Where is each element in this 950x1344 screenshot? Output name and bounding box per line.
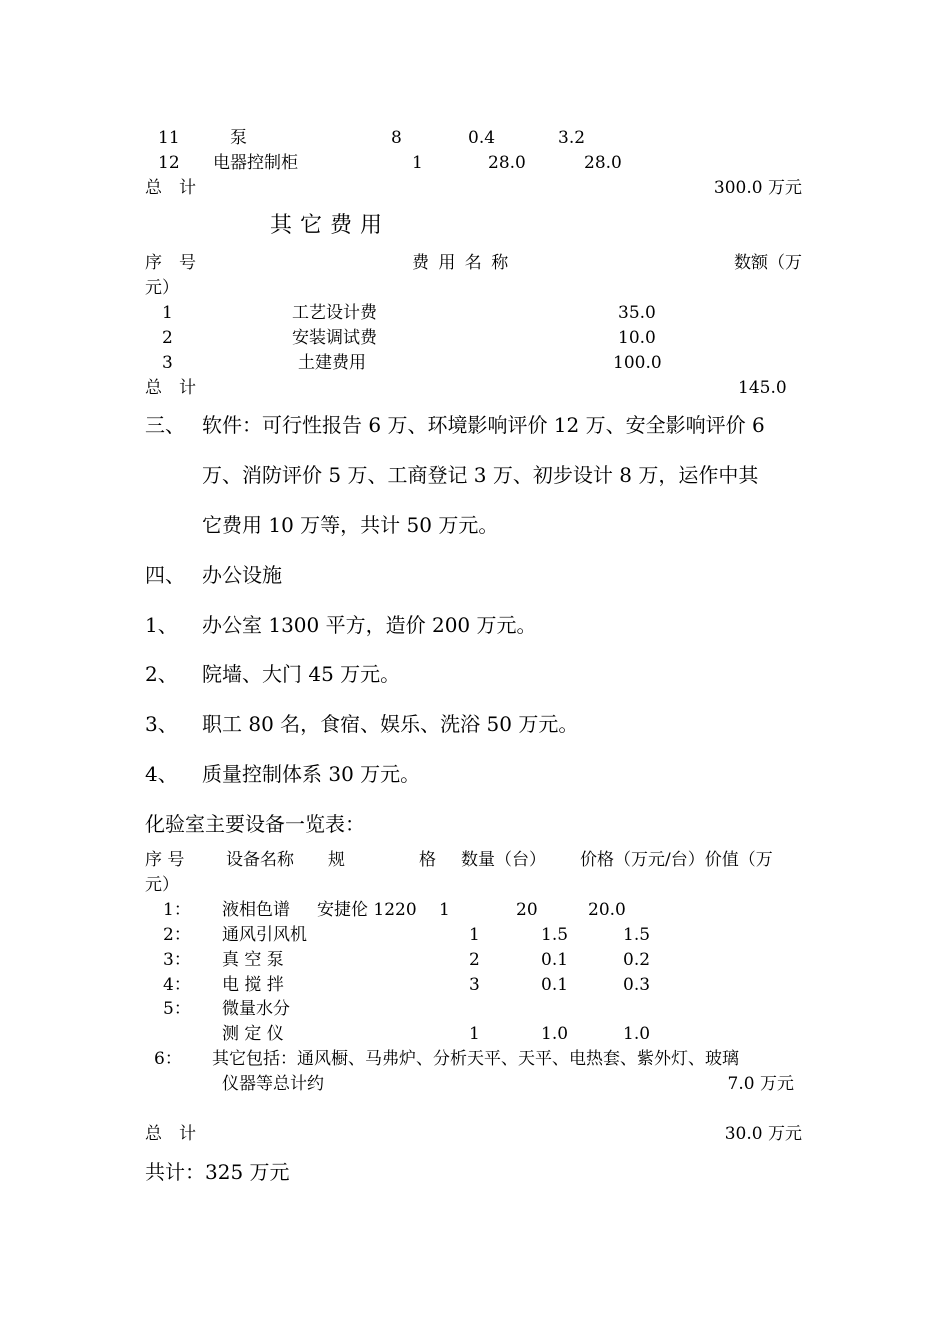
item-index: 1、 — [145, 613, 178, 637]
item-text: 办公室 1300 平方，造价 200 万元。 — [202, 613, 537, 637]
total-label: 总 计 — [145, 1124, 196, 1144]
row-value: 3.2 — [558, 128, 586, 148]
item-index: 2、 — [145, 662, 178, 686]
paragraph-line: 它费用 10 万等，共计 50 万元。 — [202, 513, 499, 537]
total-value: 145.0 — [738, 378, 787, 398]
row-qty: 1 — [412, 153, 423, 173]
row-name: 通风引风机 — [222, 925, 307, 945]
row-value: 20.0 — [588, 900, 626, 920]
row-spec: 安捷伦 1220 — [317, 900, 417, 920]
row-no: 6： — [154, 1049, 182, 1069]
header-spec-tail: 格 — [419, 850, 436, 870]
row-no: 1： — [163, 900, 191, 920]
row-value: 7.0 万元 — [727, 1074, 794, 1094]
row-text: 其它包括：通风橱、马弗炉、分析天平、天平、电热套、紫外灯、玻璃 — [212, 1049, 739, 1069]
section-index: 三、 — [145, 413, 185, 437]
row-no: 2： — [163, 925, 191, 945]
row-value: 1.0 — [623, 1024, 651, 1044]
header-wrap: 元） — [145, 875, 179, 895]
row-price: 0.4 — [468, 128, 496, 148]
header-no: 序 号 — [145, 850, 185, 870]
row-price: 28.0 — [488, 153, 526, 173]
row-price: 20 — [516, 900, 538, 920]
row-amount: 10.0 — [618, 328, 656, 348]
row-name: 液相色谱 — [222, 900, 290, 920]
row-name: 工艺设计费 — [292, 303, 377, 323]
row-no: 5： — [163, 999, 191, 1019]
row-qty: 1 — [469, 1024, 480, 1044]
grand-total: 共计：325 万元 — [145, 1160, 290, 1184]
row-name-wrap: 测 定 仪 — [222, 1024, 284, 1044]
item-text: 院墙、大门 45 万元。 — [202, 662, 401, 686]
total-value: 30.0 万元 — [724, 1124, 802, 1144]
row-name: 微量水分 — [222, 999, 290, 1019]
row-text-wrap: 仪器等总计约 — [222, 1074, 324, 1094]
row-amount: 35.0 — [618, 303, 656, 323]
row-name: 安装调试费 — [292, 328, 377, 348]
header-price-value: 价格（万元/台）价值（万 — [580, 850, 773, 870]
paragraph-line: 万、消防评价 5 万、工商登记 3 万、初步设计 8 万，运作中其 — [202, 463, 759, 487]
row-price: 0.1 — [541, 950, 569, 970]
row-no: 2 — [162, 328, 173, 348]
item-index: 4、 — [145, 762, 178, 786]
row-name: 电 搅 拌 — [222, 975, 284, 995]
row-value: 28.0 — [584, 153, 622, 173]
row-name: 电器控制柜 — [213, 153, 298, 173]
row-no: 12 — [158, 153, 180, 173]
item-index: 3、 — [145, 712, 178, 736]
header-amount: 数额（万 — [734, 253, 802, 273]
total-label: 总 计 — [145, 378, 196, 398]
total-label: 总 计 — [145, 178, 196, 198]
row-value: 0.2 — [623, 950, 651, 970]
row-qty: 3 — [469, 975, 480, 995]
paragraph-line: 软件：可行性报告 6 万、环境影响评价 12 万、安全影响评价 6 — [202, 413, 765, 437]
header-name: 设备名称 — [226, 850, 294, 870]
row-qty: 2 — [469, 950, 480, 970]
header-qty: 数量（台） — [461, 850, 546, 870]
row-qty: 8 — [391, 128, 402, 148]
row-name: 土建费用 — [298, 353, 366, 373]
row-amount: 100.0 — [613, 353, 662, 373]
row-value: 1.5 — [623, 925, 651, 945]
header-no: 序 号 — [145, 253, 196, 273]
row-no: 3 — [162, 353, 173, 373]
row-name: 泵 — [230, 128, 247, 148]
row-price: 0.1 — [541, 975, 569, 995]
row-price: 1.5 — [541, 925, 569, 945]
total-value: 300.0 万元 — [713, 178, 802, 198]
row-no: 1 — [162, 303, 173, 323]
row-value: 0.3 — [623, 975, 651, 995]
header-name: 费 用 名 称 — [412, 253, 511, 273]
header-spec: 规 — [328, 850, 345, 870]
row-qty: 1 — [439, 900, 450, 920]
row-qty: 1 — [469, 925, 480, 945]
section-title: 办公设施 — [202, 563, 282, 587]
section-title: 其它费用 — [270, 213, 391, 238]
item-text: 质量控制体系 30 万元。 — [202, 762, 421, 786]
row-no: 3： — [163, 950, 191, 970]
section-title: 化验室主要设备一览表： — [145, 812, 365, 836]
row-price: 1.0 — [541, 1024, 569, 1044]
section-index: 四、 — [145, 563, 185, 587]
row-no: 11 — [158, 128, 180, 148]
header-amount-wrap: 元） — [145, 278, 179, 298]
row-no: 4： — [163, 975, 191, 995]
row-name: 真 空 泵 — [222, 950, 284, 970]
item-text: 职工 80 名，食宿、娱乐、洗浴 50 万元。 — [202, 712, 579, 736]
